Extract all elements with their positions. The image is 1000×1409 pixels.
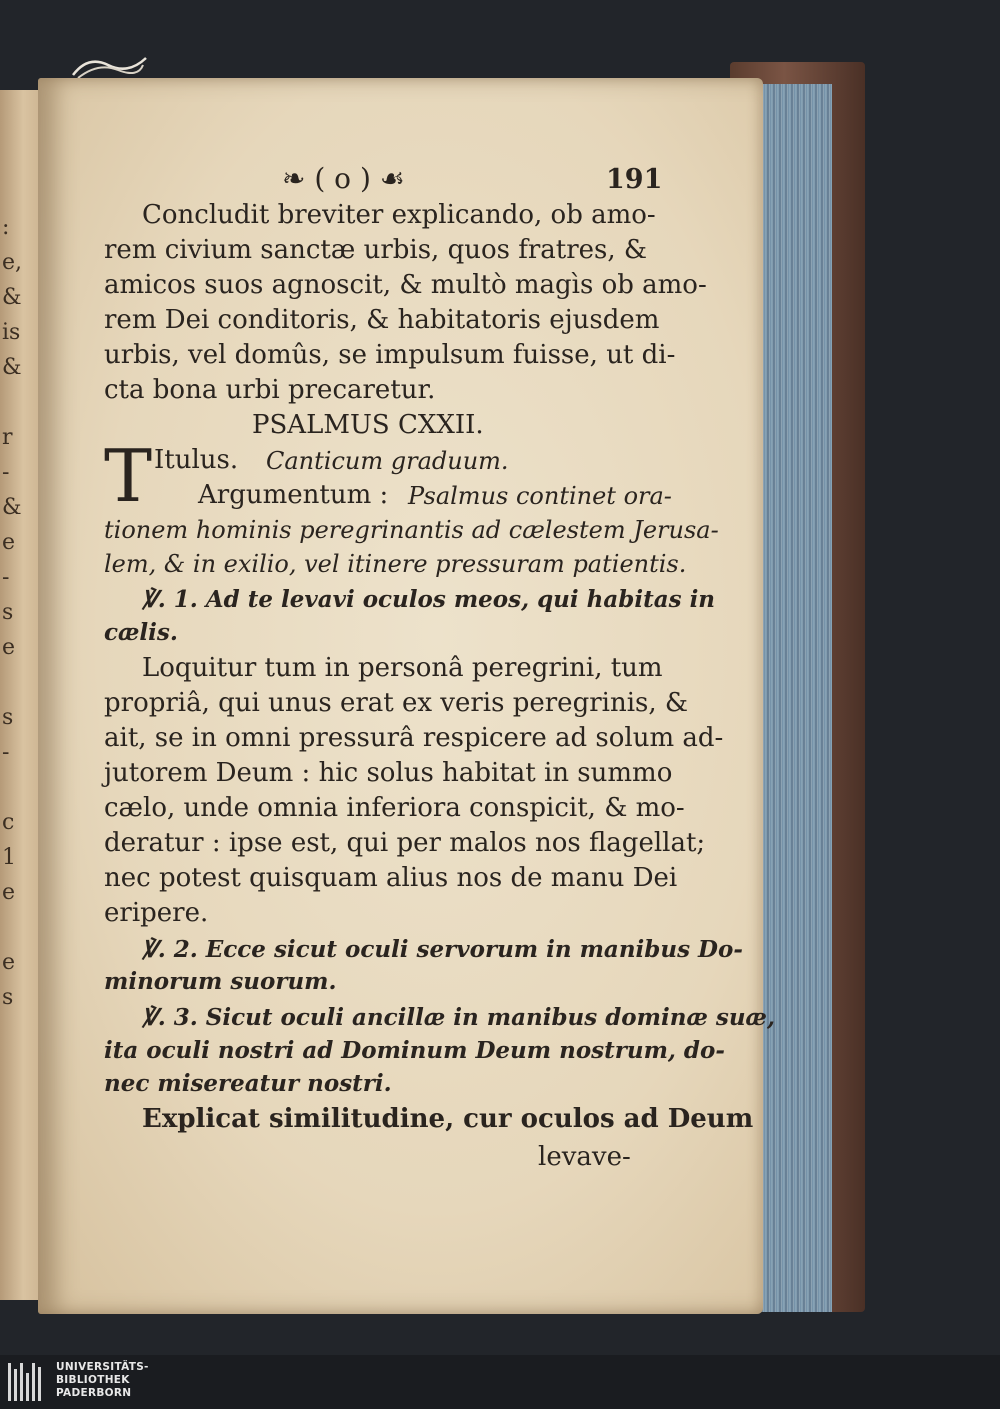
commentary-line: nec potest quisquam alius nos de manu Dei [104, 863, 678, 893]
text-line: urbis, vel domûs, se impulsum fuisse, ut di- [104, 340, 676, 370]
left-edge-glyph: is [2, 320, 21, 345]
argumentum-line: lem, & in exilio, vel itinere pressuram patientis. [104, 550, 687, 578]
argumentum-line: Psalmus continet ora- [408, 482, 672, 510]
argumentum-line: tionem hominis peregrinantis ad cælestem Jerusa- [104, 516, 719, 544]
verse-line: ita oculi nostri ad Dominum Deum nostrum, do- [104, 1037, 725, 1064]
text-line: rem Dei conditoris, & habitatoris ejusdem [104, 305, 660, 335]
titulus-value: Canticum graduum. [266, 447, 509, 475]
left-edge-glyph: c [2, 810, 15, 835]
left-edge-glyph: & [2, 495, 22, 520]
left-edge-glyph: & [2, 285, 22, 310]
text-line: rem civium sanctæ urbis, quos fratres, & [104, 235, 648, 265]
commentary-line: Loquitur tum in personâ peregrini, tum [142, 653, 663, 683]
text-line: Concludit breviter explicando, ob amo- [142, 200, 656, 230]
header-ornament: ❧ ( o ) ☙ [282, 162, 405, 195]
catchword: levave- [538, 1142, 631, 1172]
left-edge-glyph: s [2, 985, 14, 1010]
commentary-line: cælo, unde omnia inferiora conspicit, & mo- [104, 793, 685, 823]
library-logo-text [56, 1361, 149, 1400]
commentary-line: ait, se in omni pressurâ respicere ad solum ad- [104, 723, 724, 753]
argumentum-label: Argumentum : [198, 480, 389, 510]
verse-line: ℣. 3. Sicut oculi ancillæ in manibus dominæ suæ, [142, 1004, 775, 1031]
left-edge-glyph: e [2, 880, 16, 905]
left-edge-glyph: - [2, 460, 10, 485]
commentary-line: eripere. [104, 898, 209, 928]
verse-line: nec misereatur nostri. [104, 1070, 392, 1097]
book-page [38, 78, 775, 1314]
page-number: 191 [606, 164, 663, 195]
text-line: cta bona urbi precaretur. [104, 375, 436, 405]
left-edge-glyph: & [2, 355, 22, 380]
left-edge-glyph: r [2, 425, 13, 450]
commentary-line: propriâ, qui unus erat ex veris peregrinis, & [104, 688, 689, 718]
logo-line: BIBLIOTHEK [56, 1374, 130, 1386]
bookmark-thread-icon [68, 50, 148, 80]
verse-line: minorum suorum. [104, 968, 337, 995]
commentary-line: deratur : ipse est, qui per malos nos flagellat; [104, 828, 706, 858]
verse-line: cælis. [104, 619, 178, 646]
left-edge-glyph: : [2, 215, 10, 240]
psalm-title: PSALMUS CXXII. [252, 410, 484, 440]
left-edge-glyph: e, [2, 250, 23, 275]
left-edge-glyph: - [2, 565, 10, 590]
verse-line: ℣. 2. Ecce sicut oculi servorum in manibus Do- [142, 936, 743, 963]
left-edge-glyph: e [2, 530, 16, 555]
left-edge-glyph: e [2, 635, 16, 660]
left-edge-glyph: s [2, 600, 14, 625]
left-edge-glyph: s [2, 705, 14, 730]
library-logo-icon [8, 1363, 48, 1401]
library-logo [0, 1355, 1000, 1409]
left-edge-glyph: 1 [2, 845, 16, 870]
left-edge-glyph: - [2, 740, 10, 765]
page-edges [752, 84, 832, 1312]
titulus-label: Itulus. [154, 445, 239, 475]
text-line: amicos suos agnoscit, & multò magìs ob amo- [104, 270, 707, 300]
drop-cap: T [104, 434, 153, 518]
commentary-line: Explicat similitudine, cur oculos ad Deum [142, 1104, 754, 1134]
left-edge-glyph: e [2, 950, 16, 975]
logo-line: UNIVERSITÄTS- [56, 1361, 149, 1373]
verse-line: ℣. 1. Ad te levavi oculos meos, qui habitas in [142, 586, 716, 613]
commentary-line: jutorem Deum : hic solus habitat in summo [104, 758, 673, 788]
logo-line: PADERBORN [56, 1387, 132, 1399]
